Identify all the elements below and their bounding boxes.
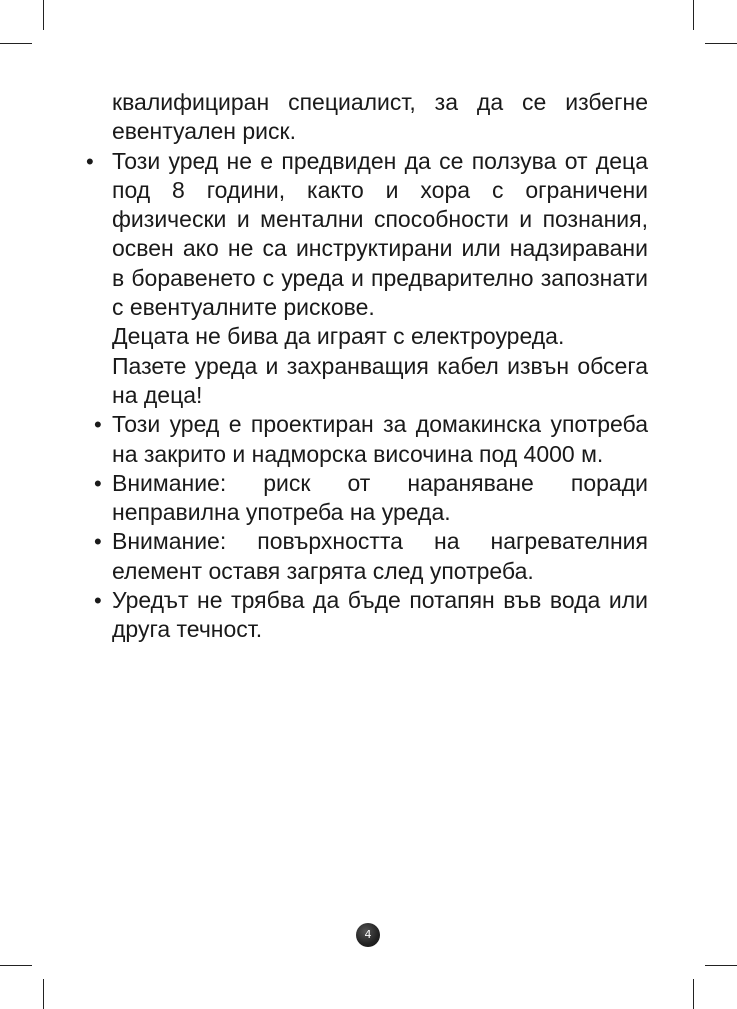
list-item-water-warning <box>86 586 648 645</box>
bullet-marker: • <box>94 588 102 614</box>
crop-mark-bottom-right-vertical <box>693 979 694 1009</box>
continuation-paragraph: Децата не бива да играят с електроуреда. <box>112 323 565 350</box>
bullet-marker: • <box>94 529 102 555</box>
crop-mark-top-left-horizontal <box>0 43 32 44</box>
list-item-text: Внимание: риск от нараняване поради неправилна употреба на уреда. <box>112 469 648 526</box>
list-item-text: Внимание: повърхността на нагревателния елемент оставя загрята след употреба. <box>112 528 648 584</box>
instructions-body <box>86 88 648 645</box>
list-item-injury-warning <box>86 469 648 528</box>
crop-mark-bottom-right-horizontal <box>705 965 737 966</box>
list-item-text: Този уред е проектиран за домакинска употреба на закрито и надморска височина под 4000 м. <box>112 411 648 467</box>
bullet-marker: • <box>94 470 102 496</box>
page-number-badge: 4 <box>356 923 380 947</box>
crop-mark-top-right-horizontal <box>705 43 737 44</box>
bullet-marker: • <box>86 148 94 174</box>
crop-mark-bottom-left-horizontal <box>0 965 32 966</box>
continuation-paragraph: Пазете уреда и захранващия кабел извън обсега на деца! <box>112 352 648 408</box>
bullet-marker: • <box>94 412 102 438</box>
list-item-text: Уредът не трябва да бъде потапян във вода или друга течност. <box>112 587 648 643</box>
list-item-hot-surface-warning <box>86 527 648 586</box>
continuation-paragraph: квалифициран специалист, за да се избегне евентуален риск. <box>112 89 648 145</box>
list-item-text: Този уред не е предвиден да се ползува от деца под 8 години, както и хора с ограничени физически и ментални способности и познания, освен ако не са инструктирани или надзиравани в боравенето с уреда и предварително запознати с евентуалните рискове. <box>112 147 648 321</box>
crop-mark-bottom-left-vertical <box>43 979 44 1009</box>
list-item-household-use <box>86 410 648 469</box>
crop-mark-top-right-vertical <box>693 0 694 30</box>
crop-mark-top-left-vertical <box>43 0 44 30</box>
list-item-children-safety <box>86 147 648 323</box>
